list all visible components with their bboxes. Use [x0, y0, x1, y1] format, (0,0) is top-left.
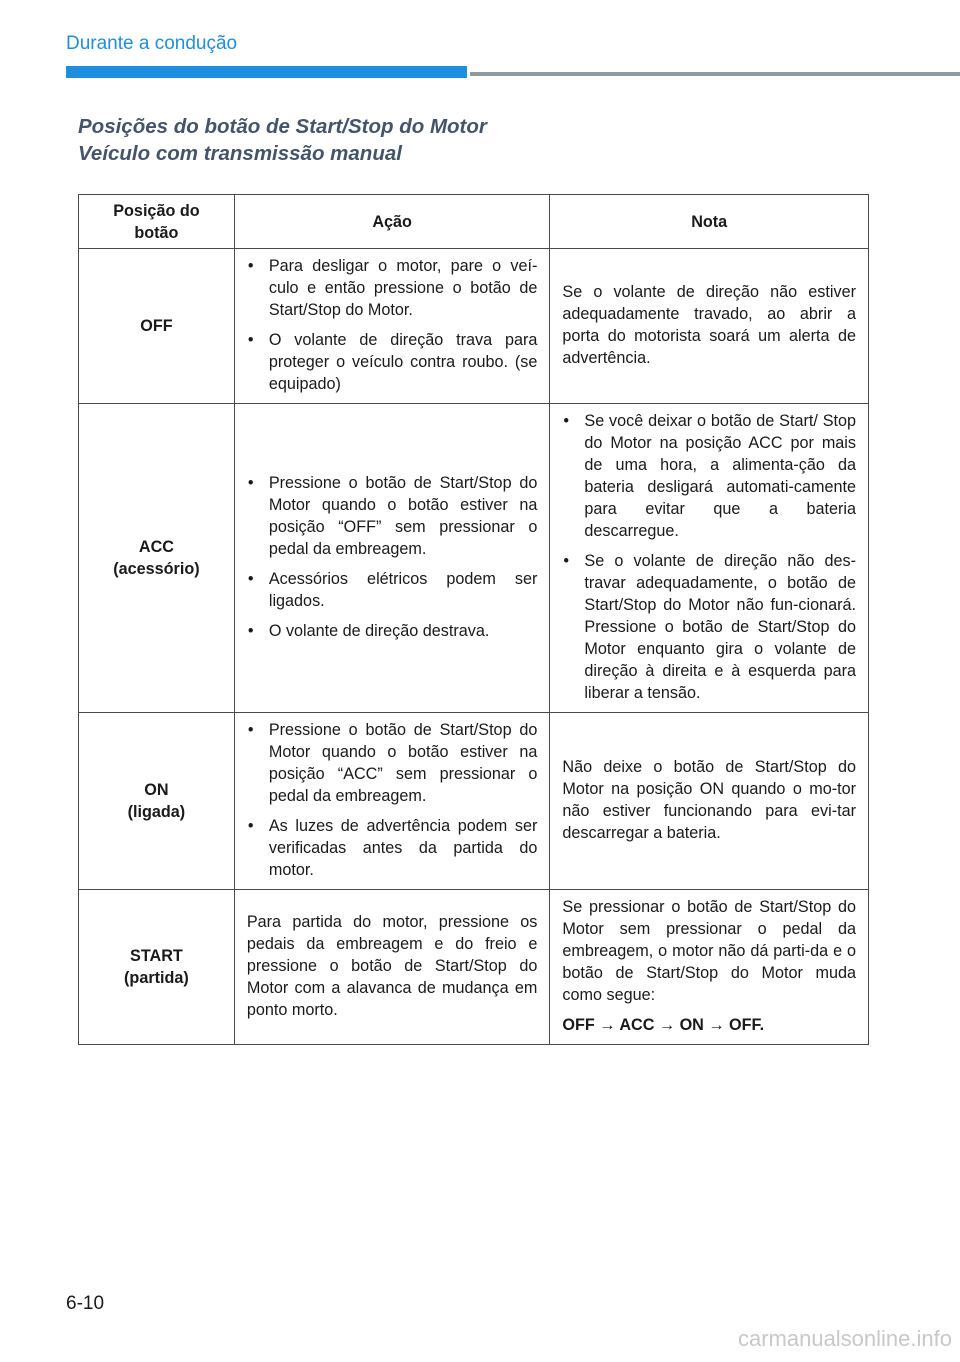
note-item: • Se o volante de direção não des-travar adequadamente, o botão de Start/Stop do Motor não fun-cionará. Pressione o botão de Start/Stop do Motor enquanto gira o volante de direção à direita e à esquerda para liberar a tensão.	[562, 550, 856, 704]
state-sequence: OFF → ACC → ON → OFF.	[562, 1016, 765, 1034]
action-cell	[234, 249, 550, 404]
table-header-row	[79, 195, 869, 249]
header-action: Ação	[234, 195, 550, 249]
chapter-title: Durante a condução	[66, 33, 238, 54]
position-sublabel: (partida)	[124, 969, 189, 987]
position-label: ON	[144, 781, 169, 799]
note-text: Não deixe o botão de Start/Stop do Motor na posição ON quando o mo-tor não estiver funcionando para evi-tar descarregar a bateria.	[562, 758, 856, 842]
action-item: • Para desligar o motor, pare o veí-culo e então pressione o botão de Start/Stop do Motor.	[247, 255, 538, 321]
start-stop-positions-table	[78, 194, 869, 1045]
watermark: carmanualsonline.info	[737, 1326, 952, 1351]
position-cell	[79, 249, 235, 404]
action-cell	[234, 713, 550, 890]
note-cell	[550, 404, 869, 713]
header-rule	[470, 72, 960, 76]
table-row-on	[79, 713, 869, 890]
section-title-line1: Posições do botão de Start/Stop do Motor	[78, 115, 487, 138]
header-position: Posição do botão	[79, 195, 235, 249]
action-item: • O volante de direção destrava.	[247, 620, 538, 642]
table-row-start	[79, 890, 869, 1045]
position-sublabel: (ligada)	[127, 803, 186, 821]
section-title	[78, 113, 487, 167]
section-title-line2: Veículo com transmissão manual	[78, 142, 402, 165]
action-item: • O volante de direção trava para proteger o veículo contra roubo. (se equipado)	[247, 329, 538, 395]
action-item: • As luzes de advertência podem ser verificadas antes da partida do motor.	[247, 815, 538, 881]
position-label: OFF	[140, 317, 173, 335]
action-item: • Pressione o botão de Start/Stop do Motor quando o botão estiver na posição “ACC” sem pressionar o pedal da embreagem.	[247, 719, 538, 807]
page-number: 6-10	[66, 1293, 105, 1314]
note-cell	[550, 890, 869, 1045]
position-label: START	[130, 947, 183, 965]
table-row-acc	[79, 404, 869, 713]
position-cell	[79, 713, 235, 890]
action-item: • Acessórios elétricos podem ser ligados.	[247, 568, 538, 612]
note-cell	[550, 713, 869, 890]
action-text: Para partida do motor, pressione os pedais da embreagem e do freio e pressione o botão de Start/Stop do Motor com a alavanca de mudança em ponto morto.	[246, 913, 538, 1019]
note-item: • Se você deixar o botão de Start/ Stop do Motor na posição ACC por mais de uma hora, a alimenta-ção da bateria desligará automati-camente para evitar que a bateria descarregue.	[562, 410, 856, 542]
position-sublabel: (acessório)	[113, 560, 200, 578]
header-accent-bar	[66, 66, 467, 78]
note-text: Se pressionar o botão de Start/Stop do Motor sem pressionar o pedal da embreagem, o motor não dá parti-da e o botão de Start/Stop do Motor muda como segue:	[562, 898, 856, 1004]
position-cell	[79, 890, 235, 1045]
position-label: ACC	[138, 538, 174, 556]
note-cell	[550, 249, 869, 404]
action-cell	[234, 404, 550, 713]
note-text: Se o volante de direção não estiver adequadamente travado, ao abrir a porta do motorista soará um alerta de advertência.	[562, 283, 856, 367]
action-item: • Pressione o botão de Start/Stop do Motor quando o botão estiver na posição “OFF” sem pressionar o pedal da embreagem.	[247, 472, 538, 560]
header-note: Nota	[550, 195, 869, 249]
position-cell	[79, 404, 235, 713]
table-row-off	[79, 249, 869, 404]
action-cell	[234, 890, 550, 1045]
